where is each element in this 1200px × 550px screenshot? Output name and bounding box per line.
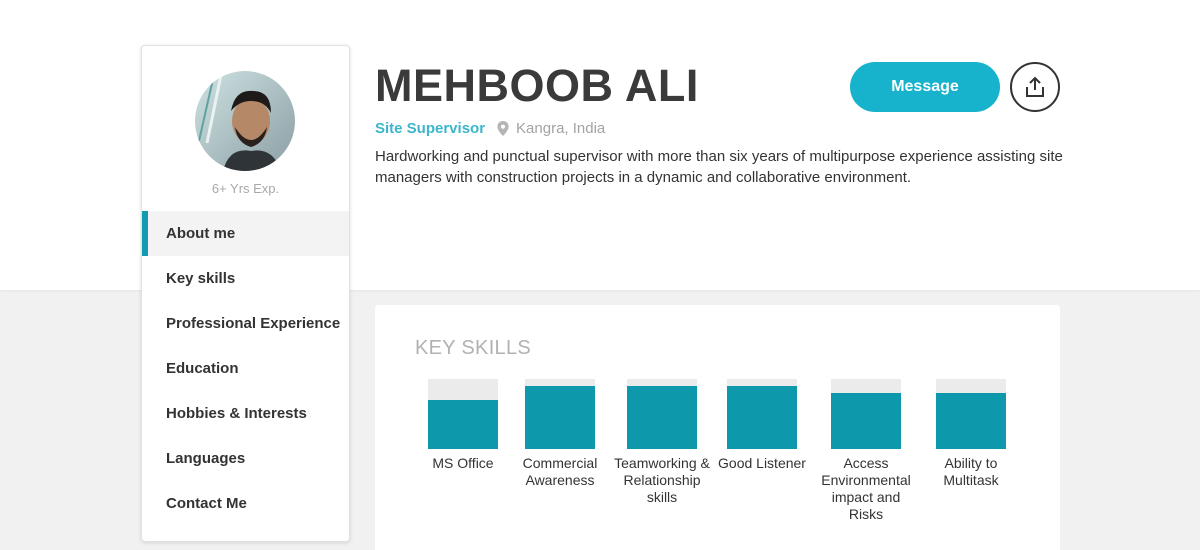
skill-fill [727,386,797,449]
skill-fill [831,393,901,449]
experience-label: 6+ Yrs Exp. [211,181,280,196]
sidebar-item-hobbies-interests[interactable]: Hobbies & Interests [166,405,307,422]
skill-item [408,379,518,472]
role-location-line [375,120,605,137]
skill-bar [525,379,595,449]
location-text: Kangra, India [516,120,606,137]
sidebar-item-education[interactable]: Education [166,360,239,377]
skill-item [811,379,921,523]
share-button[interactable] [1010,62,1060,112]
skill-fill [936,393,1006,449]
skill-label: Commercial Awareness [522,455,598,488]
skill-fill [428,400,498,449]
sidebar-item-professional-experience[interactable]: Professional Experience [166,315,341,332]
skill-bar [727,379,797,449]
location-pin-icon [497,121,509,136]
skill-label: MS Office [432,455,494,471]
profile-name: MEHBOOB ALI [375,60,699,111]
skill-label: Access Environmental impact and Risks [821,455,911,522]
skill-item [607,379,717,506]
role-title: Site Supervisor [375,120,486,137]
sidebar-item-about-me[interactable]: About me [142,211,349,256]
key-skills-card [375,305,1060,550]
skill-fill [525,386,595,449]
skill-bar [831,379,901,449]
profile-sidebar [141,45,350,542]
sidebar-nav [142,211,349,526]
skill-bar [627,379,697,449]
key-skills-title: KEY SKILLS [415,337,532,359]
skill-label: Teamworking & Relationship skills [614,455,710,505]
sidebar-item-languages[interactable]: Languages [166,450,246,467]
skill-item [505,379,615,489]
profile-summary: Hardworking and punctual supervisor with more than six years of multipurpose experience assisting site managers with construction projects in a dynamic and collaborative environment. [375,148,1063,186]
avatar [195,71,295,171]
sidebar-item-key-skills[interactable]: Key skills [166,270,236,287]
message-button[interactable]: Message [850,62,1000,112]
skill-item [916,379,1026,489]
sidebar-item-contact-me[interactable]: Contact Me [166,495,247,512]
share-icon [1025,76,1045,98]
skill-fill [627,386,697,449]
skill-label: Good Listener [718,455,806,471]
skill-item [707,379,817,472]
skill-label: Ability to Multitask [943,455,999,488]
skill-bar [428,379,498,449]
skill-bar [936,379,1006,449]
